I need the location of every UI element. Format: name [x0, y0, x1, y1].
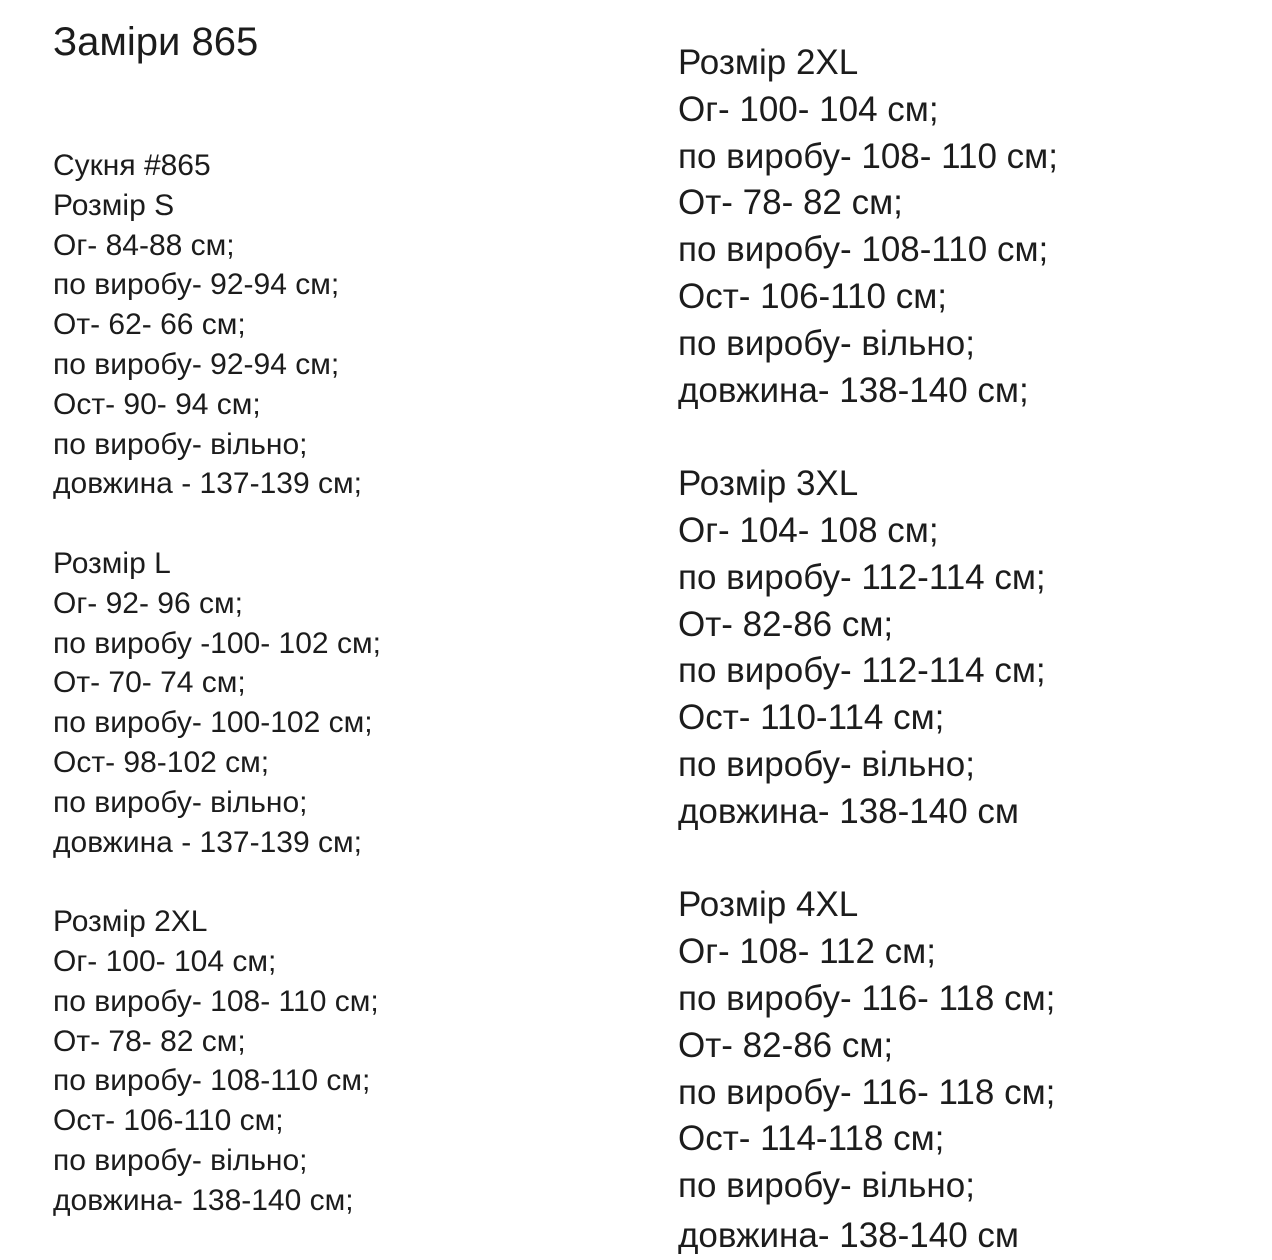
measurement-line: Ост- 106-110 см;	[53, 1104, 284, 1138]
measurement-line: по виробу- вільно;	[678, 1166, 975, 1206]
measurement-line: Ог- 100- 104 см;	[53, 944, 277, 978]
size-block-4xl	[678, 882, 1058, 1210]
measurement-line: по виробу- 108- 110 см;	[678, 136, 1058, 176]
measurement-line: Ост- 90- 94 см;	[53, 387, 261, 421]
block-spacer	[678, 414, 1058, 461]
measurement-line: Ост- 98-102 см;	[53, 745, 270, 779]
measurement-line: От- 78- 82 см;	[53, 1024, 246, 1058]
size-block-3xl	[678, 461, 1058, 835]
size-block-2xl	[53, 902, 381, 1220]
size-block-s	[53, 186, 381, 504]
measurement-line: по виробу- 100-102 см;	[53, 706, 373, 740]
page-title: Заміри 865	[53, 20, 259, 64]
measurement-line: От- 70- 74 см;	[53, 666, 246, 700]
measurement-line: довжина- 138-140 см;	[53, 1183, 354, 1217]
measurement-line: Ост- 114-118 см;	[678, 1119, 945, 1159]
block-spacer	[53, 862, 381, 902]
measurement-line: довжина- 138-140 см;	[678, 370, 1029, 410]
measurement-line: От- 78- 82 см;	[678, 183, 903, 223]
measurement-line: по виробу- 112-114 см;	[678, 557, 1046, 597]
measurement-line: по виробу- вільно;	[53, 427, 308, 461]
measurement-line: по виробу- 108- 110 см;	[53, 984, 379, 1018]
size-label: Розмір 2XL	[53, 905, 208, 939]
measurement-line: по виробу- вільно;	[678, 323, 975, 363]
measurement-line: Ог- 104- 108 см;	[678, 510, 939, 550]
right-column	[678, 40, 1058, 1210]
measurement-line: по виробу- 112-114 см;	[678, 651, 1046, 691]
measurement-line: по виробу- 108-110 см;	[678, 230, 1049, 270]
block-spacer	[678, 836, 1058, 883]
measurement-line: довжина - 137-139 см;	[53, 467, 362, 501]
size-label: Розмір 2XL	[678, 43, 859, 82]
size-block-2xl	[678, 40, 1058, 414]
size-label: Розмір L	[53, 546, 171, 580]
measurement-line: по виробу- 92-94 см;	[53, 347, 340, 381]
cut-off-text: довжина- 138-140 см	[678, 1216, 1019, 1255]
measurement-line: по виробу- вільно;	[678, 744, 975, 784]
measurement-line: От- 62- 66 см;	[53, 308, 246, 342]
block-spacer	[53, 504, 381, 544]
cut-off-measurement-line	[678, 1213, 1019, 1255]
measurement-line: по виробу- 108-110 см;	[53, 1064, 371, 1098]
measurement-line: От- 82-86 см;	[678, 1025, 894, 1065]
measurement-line: Ог- 100- 104 см;	[678, 89, 939, 129]
measurement-line: по виробу- 116- 118 см;	[678, 1072, 1056, 1112]
size-label: Розмір 4XL	[678, 885, 859, 925]
measurement-line: по виробу- 92-94 см;	[53, 268, 340, 302]
size-label: Розмір S	[53, 188, 175, 222]
measurement-line: Ост- 110-114 см;	[678, 698, 945, 738]
size-block-l	[53, 544, 381, 862]
size-label: Розмір 3XL	[678, 464, 859, 504]
measurement-line: Ог- 84-88 см;	[53, 228, 235, 262]
measurement-line: Ог- 108- 112 см;	[678, 932, 936, 972]
measurement-line: по виробу- вільно;	[53, 785, 308, 819]
dress-header: Сукня #865	[53, 149, 211, 182]
measurement-line: Ог- 92- 96 см;	[53, 586, 243, 620]
measurement-line: по виробу- вільно;	[53, 1143, 308, 1177]
measurement-line: довжина- 138-140 см	[678, 791, 1019, 831]
measurement-line: довжина - 137-139 см;	[53, 825, 362, 859]
measurement-line: по виробу -100- 102 см;	[53, 626, 381, 660]
measurement-line: От- 82-86 см;	[678, 604, 894, 644]
left-column	[53, 146, 381, 1221]
measurement-line: Ост- 106-110 см;	[678, 276, 947, 316]
measurement-line: по виробу- 116- 118 см;	[678, 978, 1056, 1018]
